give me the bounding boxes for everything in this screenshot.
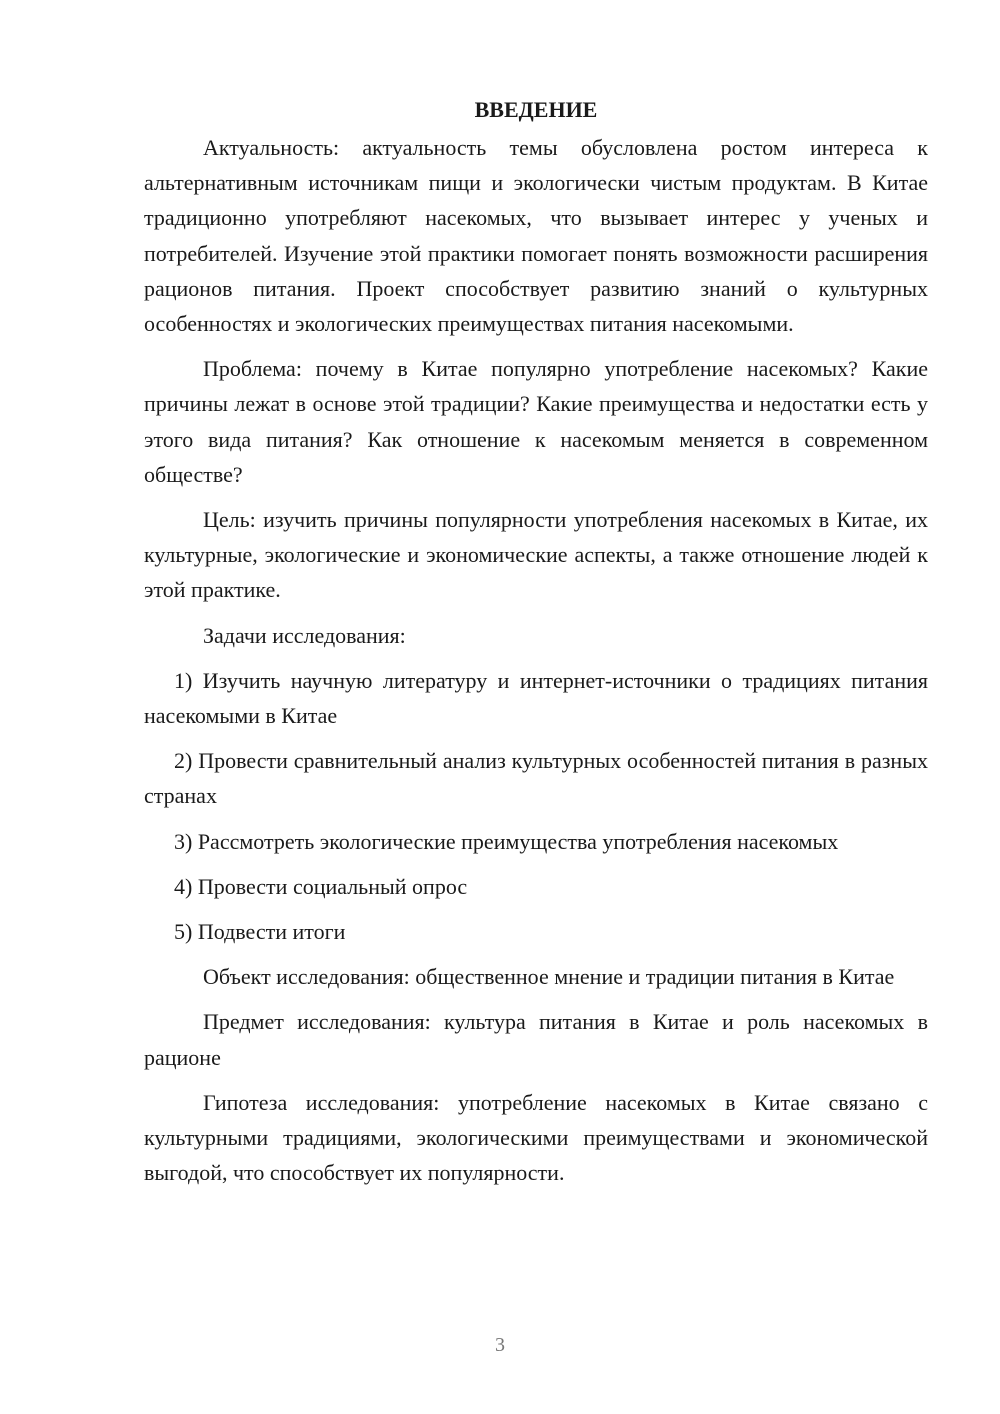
task-item: 4) Провести социальный опрос xyxy=(174,873,468,899)
goal-paragraph: Цель: изучить причины популярности употребления насекомых в Китае, их культурные, экологические и экономические аспекты, а также отношение людей к этой практике. xyxy=(144,507,928,603)
tasks-heading: Задачи исследования: xyxy=(203,622,406,648)
page-number: 3 xyxy=(495,1334,505,1356)
task-item: 5) Подвести итоги xyxy=(174,919,346,945)
object-paragraph: Объект исследования: общественное мнение и традиции питания в Китае xyxy=(203,964,895,990)
task-item: 1) Изучить научную литературу и интернет-источники о традициях питания насекомыми в Китае xyxy=(144,667,928,729)
section-title: ВВЕДЕНИЕ xyxy=(474,97,598,122)
tasks-list xyxy=(144,663,928,949)
relevance-paragraph: Актуальность: актуальность темы обусловлена ростом интереса к альтернативным источникам пищи и экологически чистым продуктам. В Китае традиционно употребляют насекомых, что вызывает интерес у ученых и потребителей. Изучение этой практики помогает понять возможности расширения рационов питания. Проект способствует развитию знаний о культурных особенностях и экологических преимуществах питания насекомыми. xyxy=(144,135,928,337)
problem-paragraph: Проблема: почему в Китае популярно употребление насекомых? Какие причины лежат в основе этой традиции? Какие преимущества и недостатки есть у этого вида питания? Как отношение к насекомым меняется в современном обществе? xyxy=(144,356,928,487)
document-page xyxy=(144,92,928,1190)
task-item: 3) Рассмотреть экологические преимущества употребления насекомых xyxy=(174,828,839,854)
task-item: 2) Провести сравнительный анализ культурных особенностей питания в разных странах xyxy=(144,748,928,809)
subject-paragraph: Предмет исследования: культура питания в Китае и роль насекомых в рационе xyxy=(144,1009,928,1070)
hypothesis-paragraph: Гипотеза исследования: употребление насекомых в Китае связано с культурными традициями, экологическими преимуществами и экономической выгодой, что способствует их популярности. xyxy=(144,1089,928,1186)
